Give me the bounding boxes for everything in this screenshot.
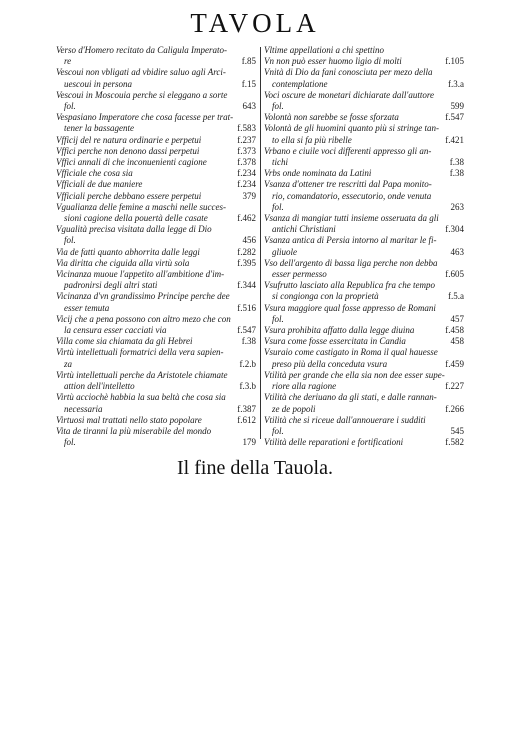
index-entry xyxy=(264,415,464,437)
index-entry-reference: f.282 xyxy=(237,246,256,257)
index-entry-text: Vsufrutto lasciato alla Republica fra che tempo xyxy=(264,280,435,291)
index-entry xyxy=(56,314,256,336)
index-entry xyxy=(56,112,256,134)
index-entry-text: Vsanza d'ottener tre rescritti dal Papa monito- xyxy=(264,179,432,190)
index-entry-text: Vtilità che deriuano da gli stati, e dalle rannan- xyxy=(264,392,437,403)
index-entry xyxy=(264,437,464,448)
index-entry-continuation: f.5.a si congionga con la proprietà xyxy=(272,291,464,302)
index-entry-continuation: f.387 necessaria xyxy=(64,403,256,414)
index-entry-reference: 179 xyxy=(242,437,256,448)
index-entry-text: Virtù intellettuali formatrici della vera sapien- xyxy=(56,347,224,358)
index-entry xyxy=(264,347,464,369)
index-entry-text: Vltime appellationi a chi spettino xyxy=(264,45,384,55)
index-entry xyxy=(56,336,256,347)
index-entry-text: Vtilità per grande che ella sia non dee esser supe- xyxy=(264,369,445,380)
index-entry-text: Vrbano e ciuile voci differenti appresso gli an- xyxy=(264,145,432,156)
index-entry-continuation: f.38 tichi xyxy=(272,157,464,168)
index-entry xyxy=(264,392,464,414)
index-entry-continuation: f.15 uescoui in persona xyxy=(64,78,256,89)
index-entry-text: f.547 Volontà non sarebbe se fosse sforzata xyxy=(264,112,464,123)
index-entry xyxy=(264,280,464,302)
index-entry-text: Vso dell'argento di bassa liga perche non debba xyxy=(264,257,438,268)
index-entry-continuation: 457 fol. xyxy=(272,313,464,324)
index-entry-continuation: f.227 riore alla ragione xyxy=(272,381,464,392)
index-entry xyxy=(56,392,256,414)
index-entry-reference: f.582 xyxy=(445,437,464,448)
index-entry xyxy=(56,191,256,202)
index-entry-reference: f.2.b xyxy=(239,358,256,369)
index-entry-continuation: 456 fol. xyxy=(64,235,256,246)
index-entry-text: f.234 Vfficiale che cosa sia xyxy=(56,168,256,179)
index-entry xyxy=(264,67,464,89)
column-divider xyxy=(260,47,261,439)
index-entry xyxy=(56,67,256,89)
index-entry-continuation: f.583 tener la bassagente xyxy=(64,123,256,134)
index-entry-reference: f.85 xyxy=(241,56,256,67)
index-entry-reference: 379 xyxy=(242,190,256,201)
index-entry xyxy=(264,325,464,336)
index-entry xyxy=(264,303,464,325)
index-entry-continuation: f.2.b za xyxy=(64,358,256,369)
index-entry-continuation: f.344 padronirsi degli altri stati xyxy=(64,280,256,291)
index-entry-continuation: 545 fol. xyxy=(272,425,464,436)
index-entry-reference: f.395 xyxy=(237,257,256,268)
index-entry-text: Vescoui non vbligati ad vbidire saluo agli Arci- xyxy=(56,67,226,78)
index-entry xyxy=(56,168,256,179)
index-entry-reference: f.3.a xyxy=(448,78,464,89)
index-entry xyxy=(56,247,256,258)
index-entry-text: Volontà de gli huomini quanto più si stringe tan- xyxy=(264,123,439,134)
index-entry xyxy=(56,45,256,67)
index-entry-continuation: 643 fol. xyxy=(64,101,256,112)
index-entry-text: Vnità di Dio da fani conosciuta per mezo della xyxy=(264,67,433,78)
index-columns xyxy=(56,45,464,448)
index-entry-text: 379 Vfficiali perche debbano essere perpetui xyxy=(56,190,256,201)
index-entry-continuation: 179 fol. xyxy=(64,437,256,448)
index-entry-text: f.38 Vrbs onde nominata da Latini xyxy=(264,168,464,179)
index-entry-reference: f.516 xyxy=(237,302,256,313)
index-entry xyxy=(264,45,464,56)
index-entry xyxy=(264,336,464,347)
index-entry-text: Vicinanza muoue l'appetito all'ambitione d'im- xyxy=(56,269,225,280)
left-column xyxy=(56,45,256,448)
index-entry-continuation: f.459 preso più della conceduta vsura xyxy=(272,358,464,369)
index-entry-continuation: f.266 ze de popoli xyxy=(272,403,464,414)
index-entry xyxy=(56,347,256,369)
index-entry xyxy=(264,235,464,257)
index-entry-reference: 643 xyxy=(242,101,256,112)
index-entry-reference: f.237 xyxy=(237,134,256,145)
index-entry xyxy=(264,90,464,112)
index-entry-continuation: 599 fol. xyxy=(272,101,464,112)
index-entry-reference: f.227 xyxy=(445,381,464,392)
page-title: TAVOLA xyxy=(190,8,320,38)
index-entry-text: Virtù acciochè habbia la sua beltà che cosa sia xyxy=(56,392,226,403)
index-entry xyxy=(56,90,256,112)
index-entry-text: Vescoui in Moscouia perche si eleggano a sorte xyxy=(56,89,228,100)
index-entry-reference: f.5.a xyxy=(448,291,464,302)
index-entry-text: f.105 Vn non può esser huomo ligio di molti xyxy=(264,56,464,67)
index-entry-reference: f.605 xyxy=(445,269,464,280)
index-entry-reference: 457 xyxy=(450,313,464,324)
index-entry xyxy=(56,258,256,269)
index-entry xyxy=(264,258,464,280)
index-entry-text: f.612 Virtuosi mal trattati nello stato popolare xyxy=(56,414,256,425)
index-entry-reference: 599 xyxy=(450,101,464,112)
index-entry-text: Vicij che a pena possono con altro mezo che con xyxy=(56,313,231,324)
index-entry xyxy=(56,202,256,224)
index-entry xyxy=(56,157,256,168)
index-entry-text: f.458 Vsura prohibita affatto dalla legge diuina xyxy=(264,325,464,336)
index-entry-text: Vgualianza delle femine a maschi nelle succes- xyxy=(56,201,226,212)
index-entry-reference: f.373 xyxy=(237,145,256,156)
index-entry xyxy=(56,179,256,190)
index-entry-continuation: f.605 esser permesso xyxy=(272,269,464,280)
index-entry-continuation: f.462 sioni cagione della pouertà delle casate xyxy=(64,213,256,224)
index-entry-reference: f.344 xyxy=(237,280,256,291)
index-entry-reference: f.458 xyxy=(445,325,464,336)
index-entry xyxy=(264,56,464,67)
index-entry-reference: f.304 xyxy=(445,224,464,235)
index-entry-reference: f.38 xyxy=(449,168,464,179)
index-entry-reference: 463 xyxy=(450,246,464,257)
right-column xyxy=(264,45,464,448)
index-entry-continuation: f.304 antichi Christiani xyxy=(272,224,464,235)
index-entry-reference: f.105 xyxy=(445,56,464,67)
index-entry-reference: f.462 xyxy=(237,213,256,224)
index-entry-text: Vsura maggiore qual fosse appresso de Romani xyxy=(264,302,436,313)
index-entry-text: Verso d'Homero recitato da Caligula Imperato- xyxy=(56,45,227,55)
index-entry xyxy=(56,291,256,313)
index-entry-continuation: f.3.a contemplatione xyxy=(272,78,464,89)
index-entry-reference: f.3.b xyxy=(239,381,256,392)
index-entry-text: Vsanza antica di Persia intorno al maritar le fi- xyxy=(264,235,437,246)
index-entry-reference: f.421 xyxy=(445,134,464,145)
index-entry-text: Vsanza di mangiar tutti insieme osseruata da gli xyxy=(264,213,439,224)
index-entry-continuation: f.85 re xyxy=(64,56,256,67)
index-entry-continuation: f.547 la censura esser cacciati via xyxy=(64,325,256,336)
index-entry-text: f.378 Vffici annali di che inconuenienti cagione xyxy=(56,157,256,168)
index-entry xyxy=(264,168,464,179)
index-entry-continuation: 463 gliuole xyxy=(272,246,464,257)
index-entry-text: f.282 Via de fatti quanto abhorrita dalle leggi xyxy=(56,246,256,257)
index-entry xyxy=(56,135,256,146)
index-entry-continuation: f.516 esser temuta xyxy=(64,302,256,313)
index-entry-reference: 458 xyxy=(450,336,464,347)
index-entry-continuation: rio, comandatorio, essecutorio, onde venuta xyxy=(272,190,432,201)
index-entry-reference: f.234 xyxy=(237,168,256,179)
index-entry-text: Vicinanza d'vn grandissimo Principe perche dee xyxy=(56,291,230,302)
index-entry-reference: 545 xyxy=(450,425,464,436)
index-entry-reference: 263 xyxy=(450,201,464,212)
index-entry xyxy=(56,224,256,246)
index-entry xyxy=(56,426,256,448)
index-entry-reference: f.15 xyxy=(241,78,256,89)
index-entry-text: f.395 Via diritta che ciguida alla virtù sola xyxy=(56,257,256,268)
index-entry-text: Virtù intellettuali perche da Aristotele chiamate xyxy=(56,369,228,380)
end-of-index-note: Il fine della Tauola. xyxy=(177,457,333,479)
index-entry xyxy=(56,146,256,157)
index-entry-continuation: f.3.b attion dell'intelletto xyxy=(64,381,256,392)
index-entry-text: f.234 Vfficiali de due maniere xyxy=(56,179,256,190)
index-entry xyxy=(56,370,256,392)
index-entry-reference: f.547 xyxy=(237,325,256,336)
index-entry-text: Vtilità che si riceue dall'annouerare i sudditi xyxy=(264,414,426,425)
index-entry xyxy=(264,179,464,213)
index-entry-text: Vgualità precisa visitata dalla legge di Dio xyxy=(56,224,212,235)
index-entry xyxy=(56,415,256,426)
index-entry-reference: f.547 xyxy=(445,112,464,123)
index-entry-continuation: 263 fol. xyxy=(272,201,464,212)
index-entry-reference: f.234 xyxy=(237,179,256,190)
index-entry-text: f.237 Vfficij del re natura ordinarie e perpetui xyxy=(56,134,256,145)
index-entry xyxy=(264,146,464,168)
index-entry xyxy=(264,370,464,392)
index-entry xyxy=(264,112,464,123)
index-entry-text: Vsuraio come castigato in Roma il qual hauesse xyxy=(264,347,438,358)
index-entry-continuation: f.421 to ella si fa più ribelle xyxy=(272,134,464,145)
index-entry-text: f.582 Vtilità delle reparationi e fortificationi xyxy=(264,437,464,448)
index-entry-text: Vita de tiranni la più miserabile del mondo xyxy=(56,425,212,436)
index-entry-text: Voci oscure de monetari dichiarate dall'auttore xyxy=(264,89,434,100)
index-entry-reference: f.612 xyxy=(237,414,256,425)
index-entry-text: f.373 Vffici perche non denono dassi perpetui xyxy=(56,145,256,156)
index-entry-text: Vespasiano Imperatore che cosa facesse per trat- xyxy=(56,112,234,123)
index-entry xyxy=(264,123,464,145)
index-entry-reference: f.38 xyxy=(241,336,256,347)
index-entry-text: 458 Vsura come fosse essercitata in Candia xyxy=(264,336,464,347)
index-entry-reference: f.38 xyxy=(449,157,464,168)
index-entry-reference: f.378 xyxy=(237,157,256,168)
index-entry-text: f.38 Villa come sia chiamata da gli Hebrei xyxy=(56,336,256,347)
index-entry-reference: f.266 xyxy=(445,403,464,414)
index-entry xyxy=(56,269,256,291)
index-entry xyxy=(264,213,464,235)
index-entry-reference: f.387 xyxy=(237,403,256,414)
index-entry-reference: f.459 xyxy=(445,358,464,369)
index-entry-reference: 456 xyxy=(242,235,256,246)
index-entry-reference: f.583 xyxy=(237,123,256,134)
